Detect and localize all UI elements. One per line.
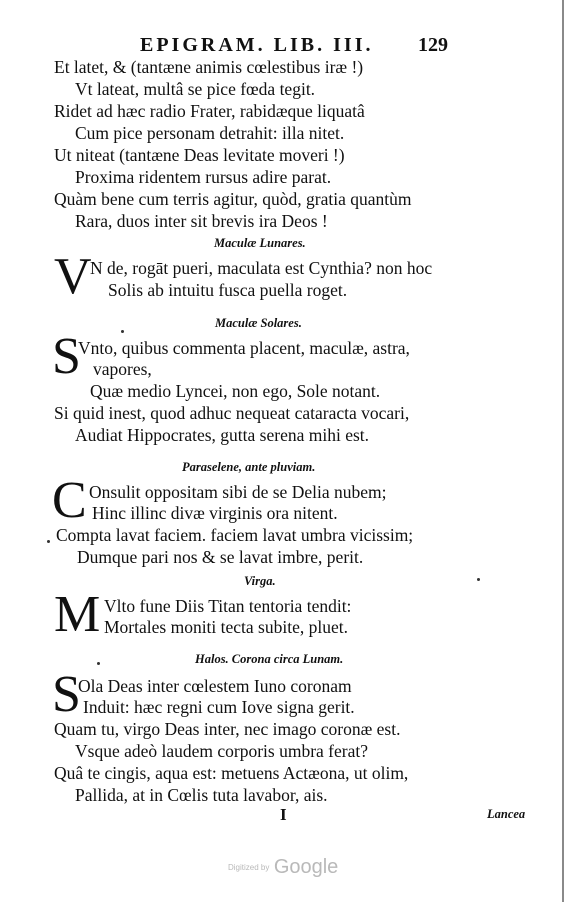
verse-line: Audiat Hippocrates, gutta serena mihi est. bbox=[75, 425, 370, 445]
verse-line: Si quid inest, quod adhuc nequeat cataracta vocari, bbox=[54, 403, 410, 423]
ink-speck bbox=[477, 578, 480, 581]
verse-line: Rara, duos inter sit brevis ira Deos ! bbox=[75, 211, 328, 231]
verse-line: Quam tu, virgo Deas inter, nec imago coronæ est. bbox=[54, 719, 401, 739]
drop-cap: V bbox=[54, 248, 92, 305]
verse-line: Vnto, quibus commenta placent, maculæ, astra, bbox=[78, 338, 410, 358]
verse-line: Vt lateat, multâ se pice fœda tegit. bbox=[75, 79, 316, 99]
verse-line: Quæ medio Lyncei, non ego, Sole notant. bbox=[90, 381, 381, 401]
verse-line: Solis ab intuitu fusca puella roget. bbox=[108, 280, 348, 300]
ink-speck bbox=[47, 540, 50, 543]
watermark-prefix: Digitized by bbox=[228, 863, 270, 872]
watermark-brand: Google bbox=[273, 856, 339, 878]
verse-line: Compta lavat faciem. faciem lavat umbra vicissim; bbox=[56, 525, 414, 545]
catchword: Lancea bbox=[487, 807, 526, 821]
digitization-watermark bbox=[228, 856, 338, 879]
page-edge bbox=[562, 0, 564, 902]
poem-title: Maculæ Lunares. bbox=[214, 236, 306, 250]
running-title: EPIGRAM. LIB. III. bbox=[140, 34, 374, 56]
verse-line: Pallida, at in Cœlis tuta lavabor, ais. bbox=[75, 785, 328, 805]
verse-line: Onsulit oppositam sibi de se Delia nubem; bbox=[89, 482, 387, 502]
verse-line: Quàm bene cum terris agitur, quòd, gratia quantùm bbox=[54, 189, 412, 209]
drop-cap: S bbox=[52, 666, 81, 723]
verse-line: Ridet ad hæc radio Frater, rabidæque liquatâ bbox=[54, 101, 365, 121]
verse-line: Et latet, & (tantæne animis cœlestibus iræ !) bbox=[54, 57, 364, 77]
signature-mark: I bbox=[280, 805, 287, 824]
poem-title: Halos. Corona circa Lunam. bbox=[195, 652, 344, 666]
drop-cap: C bbox=[52, 472, 87, 529]
drop-cap: S bbox=[52, 328, 81, 385]
verse-line: Hinc illinc divæ virginis ora nitent. bbox=[92, 503, 338, 523]
verse-line: Cum pice personam detrahit: illa nitet. bbox=[75, 123, 345, 143]
verse-line: Proxima ridentem rursus adire parat. bbox=[75, 167, 332, 187]
verse-line: Mortales moniti tecta subite, pluet. bbox=[104, 617, 348, 637]
verse-line: vapores, bbox=[93, 359, 152, 379]
verse-line: Vlto fune Diis Titan tentoria tendit: bbox=[104, 596, 352, 616]
ink-speck bbox=[97, 662, 100, 665]
verse-line: Quâ te cingis, aqua est: metuens Actæona, ut olim, bbox=[54, 763, 409, 783]
verse-line: N de, rogāt pueri, maculata est Cynthia? non hoc bbox=[90, 258, 433, 278]
poem-title: Virga. bbox=[244, 574, 276, 588]
verse-line: Vsque adeò laudem corporis umbra ferat? bbox=[75, 741, 369, 761]
drop-cap: M bbox=[54, 586, 101, 643]
verse-line: Ut niteat (tantæne Deas levitate moveri !) bbox=[54, 145, 345, 165]
page-header bbox=[0, 34, 586, 58]
page-number: 129 bbox=[418, 34, 448, 56]
verse-line: Induit: hæc regni cum Iove signa gerit. bbox=[83, 697, 355, 717]
verse-line: Dumque pari nos & se lavat imbre, perit. bbox=[77, 547, 364, 567]
poem-title: Maculæ Solares. bbox=[215, 316, 302, 330]
ink-speck bbox=[121, 330, 124, 333]
verse-line: Ola Deas inter cœlestem Iuno coronam bbox=[78, 676, 352, 696]
poem-title: Paraselene, ante pluviam. bbox=[182, 460, 316, 474]
